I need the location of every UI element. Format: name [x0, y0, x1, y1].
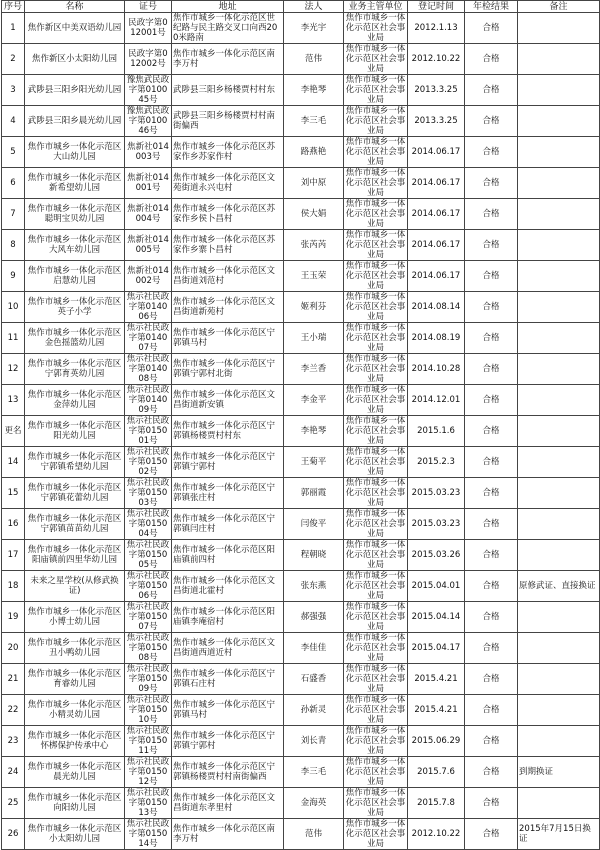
cell-note [518, 726, 600, 757]
cell-date: 2013.3.25 [408, 75, 465, 106]
cell-no: 25 [2, 788, 25, 819]
table-row [2, 137, 600, 168]
cell-address: 焦作市城乡一体化示范区文昌街道刘范村 [172, 261, 284, 292]
cell-no: 17 [2, 540, 25, 571]
cell-address: 焦作市城乡一体化示范区南李万村 [172, 819, 284, 850]
cell-no: 5 [2, 137, 25, 168]
registry-table [1, 0, 600, 850]
cell-name: 焦作市城乡一体化示范区大风车幼儿园 [25, 230, 125, 261]
cell-representative: 李光宇 [284, 13, 344, 44]
cell-result: 合格 [465, 199, 518, 230]
cell-representative: 王小瑞 [284, 323, 344, 354]
cell-cert: 焦新社014001号 [125, 168, 172, 199]
table-row [2, 509, 600, 540]
cell-representative: 李艳琴 [284, 75, 344, 106]
cell-representative: 程朝晓 [284, 540, 344, 571]
cell-department: 焦作市城乡一体化示范区社会事业局 [344, 540, 408, 571]
cell-note [518, 788, 600, 819]
col-header-address: 地址 [172, 1, 284, 13]
cell-department: 焦作市城乡一体化示范区社会事业局 [344, 788, 408, 819]
col-header-representative: 法人 [284, 1, 344, 13]
cell-date: 2015.2.3 [408, 447, 465, 478]
cell-address: 焦作市城乡一体化示范区宁郭镇宁郭村 [172, 726, 284, 757]
cell-department: 焦作市城乡一体化示范区社会事业局 [344, 416, 408, 447]
cell-note [518, 633, 600, 664]
cell-name: 焦作市城乡一体化示范区英子小学 [25, 292, 125, 323]
cell-cert: 焦示社民政字第015003号 [125, 478, 172, 509]
cell-no: 23 [2, 726, 25, 757]
table-row [2, 354, 600, 385]
col-header-note: 备注 [518, 1, 600, 13]
cell-no: 24 [2, 757, 25, 788]
cell-no: 1 [2, 13, 25, 44]
cell-note [518, 106, 600, 137]
cell-department: 焦作市城乡一体化示范区社会事业局 [344, 106, 408, 137]
cell-result: 合格 [465, 106, 518, 137]
cell-representative: 金海英 [284, 788, 344, 819]
cell-no: 22 [2, 695, 25, 726]
cell-name: 焦作市城乡一体化示范区阳光幼儿园 [25, 416, 125, 447]
cell-result: 合格 [465, 695, 518, 726]
cell-note [518, 664, 600, 695]
cell-cert: 焦示社民政字第015005号 [125, 540, 172, 571]
cell-representative: 李三毛 [284, 106, 344, 137]
cell-date: 2015.1.6 [408, 416, 465, 447]
cell-date: 2014.06.17 [408, 168, 465, 199]
cell-no: 14 [2, 447, 25, 478]
cell-name: 焦作市城乡一体化示范区新希望幼儿园 [25, 168, 125, 199]
cell-note [518, 199, 600, 230]
table-row [2, 726, 600, 757]
cell-department: 焦作市城乡一体化示范区社会事业局 [344, 726, 408, 757]
cell-no: 26 [2, 819, 25, 850]
cell-cert: 焦示社民政字第015002号 [125, 447, 172, 478]
cell-no: 2 [2, 44, 25, 75]
cell-cert: 焦示社民政字第015011号 [125, 726, 172, 757]
cell-address: 武陟县三阳乡杨楼贾村村南街偏西 [172, 106, 284, 137]
cell-name: 焦作市城乡一体化示范区宁郭镇花蕾幼儿园 [25, 478, 125, 509]
cell-name: 焦作市城乡一体化示范区阳庙镇前四里华幼儿园 [25, 540, 125, 571]
cell-note [518, 509, 600, 540]
table-row [2, 633, 600, 664]
table-row [2, 199, 600, 230]
cell-cert: 焦示社民政字第015014号 [125, 819, 172, 850]
cell-date: 2014.06.17 [408, 230, 465, 261]
cell-result: 合格 [465, 354, 518, 385]
cell-representative: 张芮芮 [284, 230, 344, 261]
cell-no: 20 [2, 633, 25, 664]
cell-representative: 李金平 [284, 385, 344, 416]
cell-representative: 刘中原 [284, 168, 344, 199]
cell-address: 焦作市城乡一体化示范区世纪路与民主路交叉口向西200米路南 [172, 13, 284, 44]
cell-department: 焦作市城乡一体化示范区社会事业局 [344, 13, 408, 44]
cell-address: 焦作市城乡一体化示范区宁郭镇石庄村 [172, 664, 284, 695]
cell-result: 合格 [465, 447, 518, 478]
table-row [2, 230, 600, 261]
cell-result: 合格 [465, 757, 518, 788]
cell-cert: 焦新社014004号 [125, 199, 172, 230]
cell-name: 焦作市城乡一体化示范区丑小鸭幼儿园 [25, 633, 125, 664]
table-row [2, 416, 600, 447]
cell-date: 2014.08.14 [408, 292, 465, 323]
table-row [2, 819, 600, 850]
cell-representative: 王菊平 [284, 447, 344, 478]
cell-department: 焦作市城乡一体化示范区社会事业局 [344, 695, 408, 726]
cell-department: 焦作市城乡一体化示范区社会事业局 [344, 447, 408, 478]
table-row [2, 323, 600, 354]
cell-result: 合格 [465, 168, 518, 199]
cell-address: 焦作市城乡一体化示范区宁郭镇马村 [172, 323, 284, 354]
cell-cert: 焦示社民政字第015013号 [125, 788, 172, 819]
cell-cert: 焦示社民政字第015001号 [125, 416, 172, 447]
cell-note [518, 168, 600, 199]
cell-cert: 民政字第012002号 [125, 44, 172, 75]
cell-note [518, 695, 600, 726]
table-row [2, 106, 600, 137]
cell-cert: 焦示社民政字第015010号 [125, 695, 172, 726]
cell-name: 焦作市城乡一体化示范区怀梆保护传承中心 [25, 726, 125, 757]
cell-date: 2014.06.17 [408, 261, 465, 292]
cell-date: 2015.7.8 [408, 788, 465, 819]
cell-result: 合格 [465, 788, 518, 819]
cell-representative: 李艳琴 [284, 416, 344, 447]
table-row [2, 75, 600, 106]
cell-result: 合格 [465, 571, 518, 602]
cell-no: 8 [2, 230, 25, 261]
cell-department: 焦作市城乡一体化示范区社会事业局 [344, 633, 408, 664]
cell-date: 2014.08.19 [408, 323, 465, 354]
cell-name: 武陟县三阳乡阳光幼儿园 [25, 75, 125, 106]
cell-result: 合格 [465, 416, 518, 447]
cell-representative: 张东燕 [284, 571, 344, 602]
cell-result: 合格 [465, 230, 518, 261]
cell-department: 焦作市城乡一体化示范区社会事业局 [344, 292, 408, 323]
cell-department: 焦作市城乡一体化示范区社会事业局 [344, 199, 408, 230]
cell-address: 焦作市城乡一体化示范区宁郭镇马村 [172, 695, 284, 726]
cell-department: 焦作市城乡一体化示范区社会事业局 [344, 323, 408, 354]
cell-representative: 闫俊平 [284, 509, 344, 540]
col-header-cert: 证号 [125, 1, 172, 13]
cell-address: 焦作市城乡一体化示范区苏家作乡寨卜昌村 [172, 230, 284, 261]
cell-representative: 侯大娟 [284, 199, 344, 230]
cell-note [518, 230, 600, 261]
cell-date: 2015.04.17 [408, 633, 465, 664]
cell-address: 焦作市城乡一体化示范区文昌街道东孝里村 [172, 788, 284, 819]
cell-date: 2013.3.25 [408, 106, 465, 137]
cell-representative: 姬利芬 [284, 292, 344, 323]
cell-result: 合格 [465, 633, 518, 664]
cell-cert: 焦新社014003号 [125, 137, 172, 168]
cell-no: 21 [2, 664, 25, 695]
table-row [2, 757, 600, 788]
cell-note [518, 416, 600, 447]
cell-date: 2015.4.21 [408, 695, 465, 726]
cell-address: 焦作市城乡一体化示范区南李万村 [172, 44, 284, 75]
cell-result: 合格 [465, 13, 518, 44]
cell-cert: 焦新社014005号 [125, 230, 172, 261]
cell-address: 焦作市城乡一体化示范区阳庙镇李庵宿村 [172, 602, 284, 633]
cell-cert: 焦新社014002号 [125, 261, 172, 292]
cell-department: 焦作市城乡一体化示范区社会事业局 [344, 230, 408, 261]
cell-result: 合格 [465, 292, 518, 323]
cell-note [518, 44, 600, 75]
cell-department: 焦作市城乡一体化示范区社会事业局 [344, 168, 408, 199]
cell-department: 焦作市城乡一体化示范区社会事业局 [344, 478, 408, 509]
cell-name: 焦作市城乡一体化示范区宁郭镇希望幼儿园 [25, 447, 125, 478]
cell-department: 焦作市城乡一体化示范区社会事业局 [344, 509, 408, 540]
cell-result: 合格 [465, 75, 518, 106]
cell-name: 焦作市城乡一体化示范区启慧幼儿园 [25, 261, 125, 292]
cell-result: 合格 [465, 540, 518, 571]
cell-result: 合格 [465, 478, 518, 509]
cell-department: 焦作市城乡一体化示范区社会事业局 [344, 44, 408, 75]
cell-result: 合格 [465, 819, 518, 850]
cell-representative: 李三毛 [284, 757, 344, 788]
cell-department: 焦作市城乡一体化示范区社会事业局 [344, 602, 408, 633]
cell-cert: 焦示社民政字第015008号 [125, 633, 172, 664]
cell-representative: 路燕艳 [284, 137, 344, 168]
cell-result: 合格 [465, 261, 518, 292]
cell-department: 焦作市城乡一体化示范区社会事业局 [344, 571, 408, 602]
cell-cert: 焦示社民政字第015004号 [125, 509, 172, 540]
cell-name: 焦作市城乡一体化示范区向阳幼儿园 [25, 788, 125, 819]
cell-name: 未来之星学校(从修武换证) [25, 571, 125, 602]
cell-name: 焦作市城乡一体化示范区宁郭镇苗苗幼儿园 [25, 509, 125, 540]
cell-cert: 焦示社民政字第015009号 [125, 664, 172, 695]
cell-name: 焦作市城乡一体化示范区聪明宝贝幼儿园 [25, 199, 125, 230]
cell-result: 合格 [465, 509, 518, 540]
cell-date: 2014.06.17 [408, 137, 465, 168]
cell-note [518, 540, 600, 571]
cell-note [518, 602, 600, 633]
table-row [2, 788, 600, 819]
cell-department: 焦作市城乡一体化示范区社会事业局 [344, 354, 408, 385]
table-row [2, 44, 600, 75]
cell-cert: 焦示社民政字第014007号 [125, 323, 172, 354]
cell-note: 2015年7月15日换证 [518, 819, 600, 850]
col-header-name: 名称 [25, 1, 125, 13]
cell-name: 焦作市城乡一体化示范区大山幼儿园 [25, 137, 125, 168]
cell-no: 15 [2, 478, 25, 509]
table-row [2, 695, 600, 726]
cell-department: 焦作市城乡一体化示范区社会事业局 [344, 385, 408, 416]
cell-address: 焦作市城乡一体化示范区宁郭镇杨楼贾村村东 [172, 416, 284, 447]
cell-department: 焦作市城乡一体化示范区社会事业局 [344, 819, 408, 850]
cell-representative: 王玉荣 [284, 261, 344, 292]
cell-name: 焦作市城乡一体化示范区小博士幼儿园 [25, 602, 125, 633]
cell-date: 2015.03.23 [408, 509, 465, 540]
cell-no: 10 [2, 292, 25, 323]
cell-no: 9 [2, 261, 25, 292]
cell-name: 焦作市城乡一体化示范区金萍幼儿园 [25, 385, 125, 416]
cell-cert: 焦示社民政字第015007号 [125, 602, 172, 633]
cell-name: 焦作市城乡一体化示范区小精灵幼儿园 [25, 695, 125, 726]
cell-date: 2015.04.14 [408, 602, 465, 633]
table-row [2, 261, 600, 292]
cell-representative: 孙新灵 [284, 695, 344, 726]
table-row [2, 13, 600, 44]
cell-representative: 李佳佳 [284, 633, 344, 664]
cell-no: 3 [2, 75, 25, 106]
cell-department: 焦作市城乡一体化示范区社会事业局 [344, 664, 408, 695]
cell-note [518, 261, 600, 292]
cell-cert: 焦示社民政字第014009号 [125, 385, 172, 416]
cell-representative: 刘长青 [284, 726, 344, 757]
cell-department: 焦作市城乡一体化示范区社会事业局 [344, 261, 408, 292]
cell-result: 合格 [465, 323, 518, 354]
table-row [2, 571, 600, 602]
cell-date: 2012.10.22 [408, 44, 465, 75]
cell-date: 2014.10.28 [408, 354, 465, 385]
cell-name: 焦作新区小太阳幼儿园 [25, 44, 125, 75]
table-row [2, 385, 600, 416]
cell-address: 焦作市城乡一体化示范区文昌街道北霍村 [172, 571, 284, 602]
cell-date: 2015.03.26 [408, 540, 465, 571]
cell-cert: 焦示社民政字第015012号 [125, 757, 172, 788]
cell-representative: 石盛香 [284, 664, 344, 695]
cell-address: 焦作市城乡一体化示范区苏家作乡苏家作村 [172, 137, 284, 168]
cell-note [518, 75, 600, 106]
cell-note: 原修武证、直接换证 [518, 571, 600, 602]
cell-cert: 民政字第012001号 [125, 13, 172, 44]
cell-name: 焦作新区中美双语幼儿园 [25, 13, 125, 44]
cell-address: 焦作市城乡一体化示范区文昌街道新安镇 [172, 385, 284, 416]
cell-no: 更名 [2, 416, 25, 447]
cell-representative: 李兰香 [284, 354, 344, 385]
cell-department: 焦作市城乡一体化示范区社会事业局 [344, 75, 408, 106]
cell-no: 6 [2, 168, 25, 199]
cell-department: 焦作市城乡一体化示范区社会事业局 [344, 137, 408, 168]
cell-address: 焦作市城乡一体化示范区文昌街道新苑村 [172, 292, 284, 323]
cell-cert: 豫焦武民政字第010046号 [125, 106, 172, 137]
table-body [2, 13, 600, 850]
cell-cert: 焦示社民政字第014008号 [125, 354, 172, 385]
cell-note [518, 354, 600, 385]
cell-note [518, 447, 600, 478]
cell-representative: 郭丽霞 [284, 478, 344, 509]
table-row [2, 540, 600, 571]
cell-address: 焦作市城乡一体化示范区苏家作乡侯卜昌村 [172, 199, 284, 230]
cell-note [518, 385, 600, 416]
cell-address: 焦作市城乡一体化示范区文昌街道西道近村 [172, 633, 284, 664]
cell-representative: 郝强强 [284, 602, 344, 633]
cell-result: 合格 [465, 385, 518, 416]
cell-result: 合格 [465, 602, 518, 633]
cell-name: 焦作市城乡一体化示范区育睿幼儿园 [25, 664, 125, 695]
table-row [2, 478, 600, 509]
cell-date: 2015.06.29 [408, 726, 465, 757]
cell-date: 2014.06.17 [408, 199, 465, 230]
cell-no: 4 [2, 106, 25, 137]
cell-note [518, 323, 600, 354]
cell-no: 7 [2, 199, 25, 230]
col-header-no: 序号 [2, 1, 25, 13]
cell-no: 11 [2, 323, 25, 354]
cell-no: 12 [2, 354, 25, 385]
cell-cert: 豫焦武民政字第010045号 [125, 75, 172, 106]
cell-address: 焦作市城乡一体化示范区宁郭镇宁郭村北街 [172, 354, 284, 385]
cell-date: 2012.1.13 [408, 13, 465, 44]
table-row [2, 292, 600, 323]
cell-department: 焦作市城乡一体化示范区社会事业局 [344, 757, 408, 788]
col-header-department: 业务主管单位 [344, 1, 408, 13]
col-header-date: 登记时间 [408, 1, 465, 13]
cell-date: 2014.12.01 [408, 385, 465, 416]
cell-date: 2015.03.23 [408, 478, 465, 509]
cell-address: 焦作市城乡一体化示范区文苑街道永兴屯村 [172, 168, 284, 199]
cell-no: 19 [2, 602, 25, 633]
cell-name: 焦作市城乡一体化示范区宁郭育英幼儿园 [25, 354, 125, 385]
cell-result: 合格 [465, 44, 518, 75]
cell-date: 2015.7.6 [408, 757, 465, 788]
table-row [2, 168, 600, 199]
cell-date: 2012.10.22 [408, 819, 465, 850]
cell-note: 到期换证 [518, 757, 600, 788]
cell-no: 18 [2, 571, 25, 602]
cell-no: 16 [2, 509, 25, 540]
table-row [2, 447, 600, 478]
cell-address: 焦作市城乡一体化示范区宁郭镇宁郭村 [172, 447, 284, 478]
cell-address: 焦作市城乡一体化示范区宁郭镇杨楼贾村村南街偏西 [172, 757, 284, 788]
cell-note [518, 478, 600, 509]
cell-cert: 焦示社民政字第015006号 [125, 571, 172, 602]
col-header-result: 年检结果 [465, 1, 518, 13]
cell-representative: 范伟 [284, 44, 344, 75]
cell-name: 焦作市城乡一体化示范区晨光幼儿园 [25, 757, 125, 788]
cell-date: 2015.4.21 [408, 664, 465, 695]
cell-address: 武陟县三阳乡杨楼贾村村东 [172, 75, 284, 106]
cell-name: 武陟县三阳乡晨光幼儿园 [25, 106, 125, 137]
cell-result: 合格 [465, 137, 518, 168]
table-row [2, 602, 600, 633]
cell-name: 焦作市城乡一体化示范区小太阳幼儿园 [25, 819, 125, 850]
cell-name: 焦作市城乡一体化示范区金色摇篮幼儿园 [25, 323, 125, 354]
cell-result: 合格 [465, 726, 518, 757]
cell-address: 焦作市城乡一体化示范区阳庙镇前四村 [172, 540, 284, 571]
cell-representative: 范伟 [284, 819, 344, 850]
cell-address: 焦作市城乡一体化示范区宁郭镇张庄村 [172, 478, 284, 509]
cell-date: 2015.04.01 [408, 571, 465, 602]
cell-no: 13 [2, 385, 25, 416]
cell-note [518, 137, 600, 168]
cell-cert: 焦示社民政字第014006号 [125, 292, 172, 323]
table-row [2, 664, 600, 695]
header-row [2, 1, 600, 13]
cell-address: 焦作市城乡一体化示范区宁郭镇闫庄村 [172, 509, 284, 540]
cell-note [518, 13, 600, 44]
cell-result: 合格 [465, 664, 518, 695]
cell-note [518, 292, 600, 323]
